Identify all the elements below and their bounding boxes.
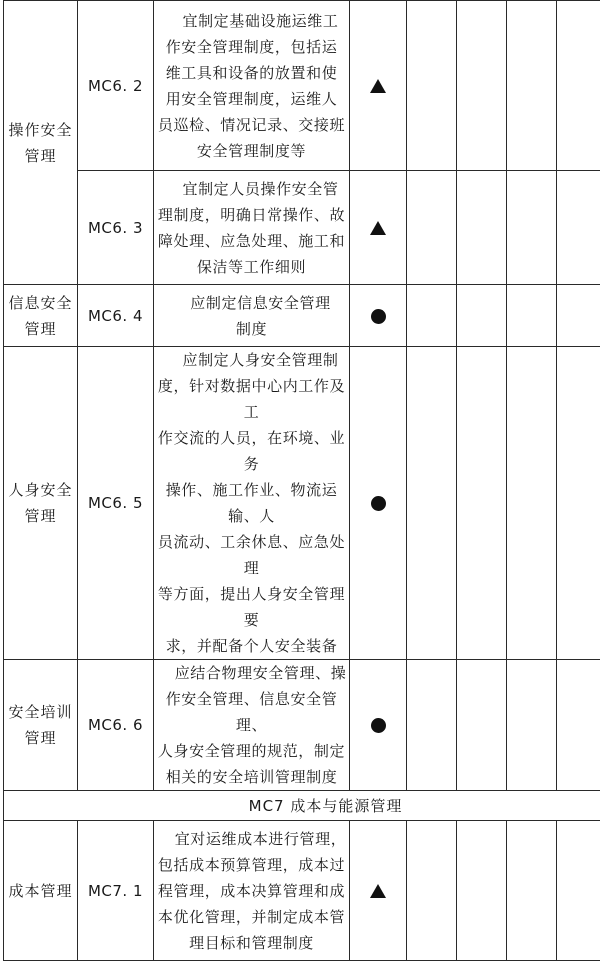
empty-cell — [557, 171, 600, 285]
requirement-line: 宜制定人员操作安全管 — [154, 176, 349, 202]
requirement-line: 等方面，提出人身安全管理要 — [154, 581, 349, 633]
category-cell-operation-safety — [4, 1, 78, 285]
code-cell: MC6. 3 — [78, 171, 154, 285]
empty-cell — [557, 660, 600, 791]
category-line: 成本管理 — [4, 878, 77, 904]
empty-cell — [557, 1, 600, 171]
empty-cell — [557, 821, 600, 961]
triangle-mark-icon — [370, 79, 386, 93]
requirement-line: 度，针对数据中心内工作及工 — [154, 373, 349, 425]
requirements-table — [3, 0, 600, 961]
mark-cell — [350, 285, 407, 347]
requirement-line: 维工具和设备的放置和使 — [154, 60, 349, 86]
category-line: 安全培训 — [4, 699, 77, 725]
mark-cell — [350, 171, 407, 285]
code-cell: MC6. 2 — [78, 1, 154, 171]
requirement-line: 宜对运维成本进行管理， — [154, 826, 349, 852]
table-row — [4, 1, 600, 171]
empty-cell — [507, 660, 557, 791]
empty-cell — [457, 821, 507, 961]
category-cell — [4, 821, 78, 961]
category-line: 操作安全 — [4, 117, 77, 143]
empty-cell — [407, 821, 457, 961]
requirement-line: 理制度，明确日常操作、故 — [154, 202, 349, 228]
requirement-line: 安全管理制度等 — [154, 138, 349, 164]
empty-cell — [457, 347, 507, 660]
requirement-line: 包括成本预算管理，成本过 — [154, 852, 349, 878]
empty-cell — [457, 285, 507, 347]
empty-cell — [507, 347, 557, 660]
circle-mark-icon — [371, 496, 386, 511]
requirement-line: 相关的安全培训管理制度 — [154, 764, 349, 790]
requirement-line: 作安全管理、信息安全管理、 — [154, 686, 349, 738]
requirement-cell — [154, 285, 350, 347]
section-header: MC7 成本与能源管理 — [4, 791, 600, 821]
code-cell: MC6. 5 — [78, 347, 154, 660]
requirement-line: 作交流的人员，在环境、业务 — [154, 425, 349, 477]
empty-cell — [457, 171, 507, 285]
requirement-line: 求，并配备个人安全装备 — [154, 633, 349, 659]
category-line: 管理 — [4, 725, 77, 751]
empty-cell — [457, 1, 507, 171]
empty-cell — [457, 660, 507, 791]
mark-cell — [350, 821, 407, 961]
category-cell — [4, 347, 78, 660]
requirement-line: 障处理、应急处理、施工和 — [154, 228, 349, 254]
table-row — [4, 171, 600, 285]
category-line: 人身安全 — [4, 477, 77, 503]
mark-cell — [350, 660, 407, 791]
requirement-line: 理目标和管理制度 — [154, 930, 349, 956]
empty-cell — [557, 347, 600, 660]
category-cell — [4, 285, 78, 347]
requirement-line: 应制定信息安全管理 — [154, 290, 349, 316]
requirement-cell — [154, 1, 350, 171]
triangle-mark-icon — [370, 884, 386, 898]
category-line: 信息安全 — [4, 290, 77, 316]
requirement-line: 用安全管理制度，运维人 — [154, 86, 349, 112]
category-cell — [4, 660, 78, 791]
requirement-cell — [154, 171, 350, 285]
table-row — [4, 821, 600, 961]
mark-cell — [350, 1, 407, 171]
code-cell: MC6. 4 — [78, 285, 154, 347]
triangle-mark-icon — [370, 221, 386, 235]
empty-cell — [507, 285, 557, 347]
empty-cell — [507, 821, 557, 961]
requirement-line: 应结合物理安全管理、操 — [154, 660, 349, 686]
requirement-line: 应制定人身安全管理制 — [154, 347, 349, 373]
empty-cell — [557, 285, 600, 347]
empty-cell — [407, 660, 457, 791]
requirement-cell — [154, 660, 350, 791]
category-line: 管理 — [4, 503, 77, 529]
circle-mark-icon — [371, 718, 386, 733]
requirement-line: 员流动、工余休息、应急处理 — [154, 529, 349, 581]
requirement-line: 程管理，成本决算管理和成 — [154, 878, 349, 904]
table-row — [4, 660, 600, 791]
code-cell: MC7. 1 — [78, 821, 154, 961]
requirement-cell — [154, 347, 350, 660]
table-row — [4, 285, 600, 347]
empty-cell — [407, 171, 457, 285]
circle-mark-icon — [371, 309, 386, 324]
empty-cell — [507, 1, 557, 171]
category-line: 管理 — [4, 143, 77, 169]
requirement-line: 作安全管理制度，包括运 — [154, 34, 349, 60]
section-header-row — [4, 791, 600, 821]
table-row — [4, 347, 600, 660]
requirement-line: 制度 — [154, 316, 349, 342]
requirement-line: 员巡检、情况记录、交接班 — [154, 112, 349, 138]
empty-cell — [507, 171, 557, 285]
requirement-line: 人身安全管理的规范，制定 — [154, 738, 349, 764]
requirement-line: 本优化管理，并制定成本管 — [154, 904, 349, 930]
empty-cell — [407, 347, 457, 660]
empty-cell — [407, 285, 457, 347]
requirement-line: 保洁等工作细则 — [154, 254, 349, 280]
category-line: 管理 — [4, 316, 77, 342]
requirement-line: 宜制定基础设施运维工 — [154, 8, 349, 34]
requirement-line: 操作、施工作业、物流运输、人 — [154, 477, 349, 529]
code-cell: MC6. 6 — [78, 660, 154, 791]
requirement-cell — [154, 821, 350, 961]
mark-cell — [350, 347, 407, 660]
empty-cell — [407, 1, 457, 171]
